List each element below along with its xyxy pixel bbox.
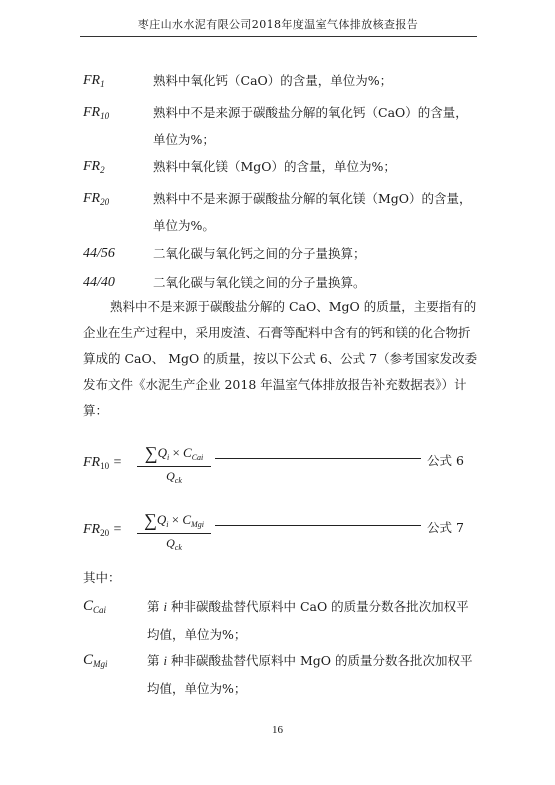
page-header: 枣庄山水水泥有限公司2018年度温室气体排放核查报告 [137,18,419,31]
formula-lhs: $FR_{10}$ = [83,455,123,471]
formula-lhs: $FR_{20}$ = [83,522,123,538]
definition-text: 熟料中不是来源于碳酸盐分解的氧化钙（CaO）的含量，单位为%； [153,105,468,147]
formula-label: 公式 7 [427,520,464,535]
formula-fraction [137,443,211,485]
where-item-text: 第 i 种非碳酸盐替代原料中 CaO 的质量分数各批次加权平均值，单位为%； [147,599,469,642]
symbol: 44/40 [83,275,115,290]
formula-numerator: $\sum Q_i \times C_{Mgi}$ [137,510,211,534]
formula-6 [83,443,483,489]
page-number: 16 [272,724,283,736]
definition-text: 二氧化碳与氧化钙之间的分子量换算； [153,246,366,261]
where-item-cmgi [83,647,483,705]
definition-text: 二氧化碳与氧化镁之间的分子量换算。 [153,275,366,290]
header-rule [80,36,477,37]
formula-label: 公式 6 [427,453,464,468]
paragraph-text: 熟料中不是来源于碳酸盐分解的 CaO、MgO 的质量，主要指有的企业在生产过程中，采用废渣、石膏等配料中含有的钙和镁的化合物折算成的 CaO、 MgO 的质量，按以下公式 6、公式 7（参考国家发改委发布文件《水泥生产企业 2018 年温室气体排放报告补充数据表》）计算： [83,299,478,418]
definition-fr20 [83,189,483,245]
where-item-ccai [83,593,483,651]
symbol: $C_{Cai}$ [83,598,107,615]
symbol: $FR_{20}$ [83,191,110,207]
formula-denominator: $Q_{ck}$ [166,536,182,552]
symbol: 44/56 [83,246,115,261]
symbol: $FR_2$ [83,159,105,175]
symbol: $FR_{10}$ [83,105,110,121]
where-label [83,568,483,588]
where-item-text: 第 i 种非碳酸盐替代原料中 MgO 的质量分数各批次加权平均值，单位为%； [147,653,473,696]
body-paragraph [83,294,478,424]
symbol: $C_{Mgi}$ [83,652,108,669]
where-label-text: 其中： [83,570,121,585]
formula-fraction [137,510,211,552]
formula-numerator: $\sum Q_i \times C_{Cai}$ [137,443,211,467]
formula-7 [83,510,483,556]
formula-leader-line [215,525,421,526]
formula-denominator: $Q_{ck}$ [166,469,182,485]
definition-text: 熟料中不是来源于碳酸盐分解的氧化镁（MgO）的含量，单位为%。 [153,191,472,233]
formula-leader-line [215,458,421,459]
definition-text: 熟料中氧化钙（CaO）的含量，单位为%； [153,73,393,88]
definition-text: 熟料中氧化镁（MgO）的含量，单位为%； [153,159,396,174]
definition-fr10 [83,103,483,159]
symbol: $FR_1$ [83,73,105,89]
